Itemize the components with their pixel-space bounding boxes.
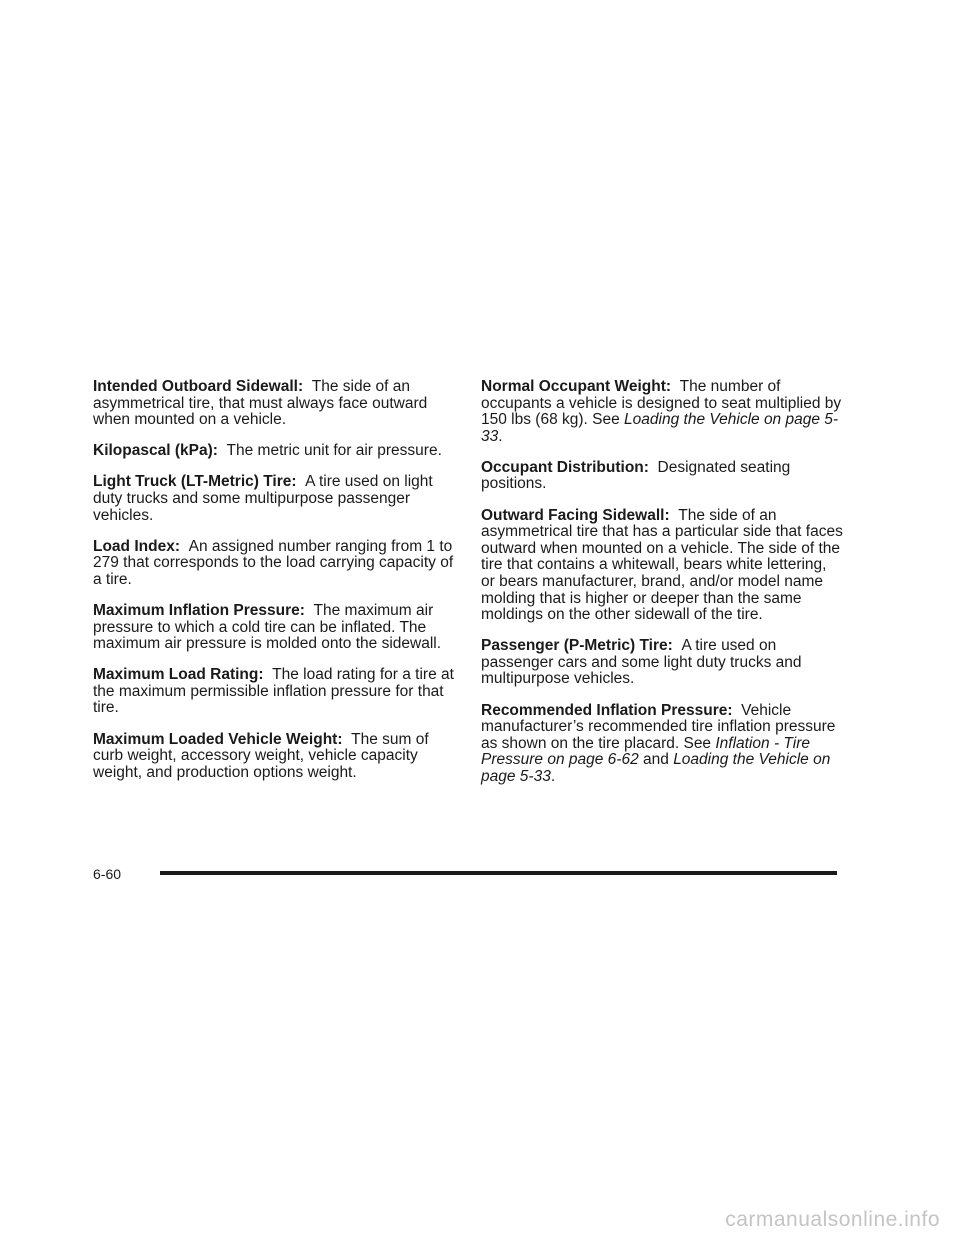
glossary-term: Kilopascal (kPa): bbox=[93, 442, 218, 460]
glossary-definition: An assigned number ranging from 1 to 279 that corresponds to the load carrying capacity of a tire. bbox=[93, 537, 454, 588]
glossary-entry-light-truck-tire bbox=[93, 474, 455, 524]
glossary-entry-kilopascal bbox=[93, 443, 455, 460]
glossary-entry-maximum-loaded-vehicle-weight bbox=[93, 732, 455, 782]
glossary-entry-normal-occupant-weight bbox=[481, 379, 843, 445]
glossary-punctuation: . bbox=[550, 767, 556, 785]
glossary-term: Passenger (P-Metric) Tire: bbox=[481, 637, 673, 655]
cross-reference-link[interactable]: Loading the Vehicle on page 5-33 bbox=[481, 751, 831, 785]
glossary-punctuation: . bbox=[498, 427, 503, 445]
glossary-entry-maximum-inflation-pressure bbox=[93, 603, 455, 653]
glossary-term: Load Index: bbox=[93, 537, 180, 555]
left-column bbox=[93, 379, 455, 796]
page-number: 6-60 bbox=[93, 866, 122, 882]
glossary-entry-occupant-distribution bbox=[481, 460, 843, 493]
glossary-definition: The metric unit for air pressure. bbox=[226, 442, 442, 460]
glossary-definition: The load rating for a tire at the maximum permissible inflation pressure for that tire. bbox=[93, 666, 454, 717]
glossary-term: Maximum Inflation Pressure: bbox=[93, 601, 305, 619]
glossary-definition: The sum of curb weight, accessory weight, vehicle capacity weight, and production options weight. bbox=[93, 730, 429, 781]
glossary-conjunction: and bbox=[643, 751, 669, 769]
glossary-entry-recommended-inflation-pressure bbox=[481, 703, 843, 786]
glossary-definition: The maximum air pressure to which a cold tire can be inflated. The maximum air pressure is molded onto the sidewall. bbox=[93, 601, 442, 653]
glossary-term: Maximum Loaded Vehicle Weight: bbox=[93, 730, 343, 748]
glossary-term: Intended Outboard Sidewall: bbox=[93, 378, 304, 395]
watermark: carmanualsonline.info bbox=[725, 1208, 940, 1231]
glossary-definition: A tire used on passenger cars and some light duty trucks and multipurpose vehicles. bbox=[481, 637, 802, 688]
glossary-entry-outward-facing-sidewall bbox=[481, 508, 843, 624]
glossary-term: Occupant Distribution: bbox=[481, 458, 649, 476]
glossary-term: Outward Facing Sidewall: bbox=[481, 506, 670, 524]
glossary-term: Maximum Load Rating: bbox=[93, 666, 264, 684]
cross-reference-link[interactable]: Inflation - Tire Pressure on page 6-62 bbox=[481, 734, 810, 769]
glossary-definition: Designated seating positions. bbox=[481, 458, 791, 493]
glossary-term: Light Truck (LT-Metric) Tire: bbox=[93, 473, 297, 491]
glossary-definition: Vehicle manufacturer’s recommended tire inflation pressure as shown on the tire placard. See bbox=[481, 701, 836, 752]
right-column bbox=[481, 379, 843, 800]
glossary-definition: The side of an asymmetrical tire that has a particular side that faces outward when mounted on a vehicle. The side of the tire that contains a whitewall, bears white lettering, or bears manufacturer, brand, and/or model name molding that is higher or deeper than the same moldings on the other sidewall of the tire. bbox=[481, 506, 843, 624]
cross-reference-link[interactable]: Loading the Vehicle on page 5-33 bbox=[481, 411, 839, 445]
glossary-entry-passenger-tire bbox=[481, 638, 843, 688]
glossary-definition: The number of occupants a vehicle is designed to seat multiplied by 150 lbs (68 kg). See bbox=[481, 378, 842, 429]
footer-rule bbox=[160, 871, 837, 875]
glossary-definition: The side of an asymmetrical tire, that must always face outward when mounted on a vehicle. bbox=[93, 378, 428, 429]
glossary-entry-load-index bbox=[93, 539, 455, 589]
glossary-term: Normal Occupant Weight: bbox=[481, 378, 672, 395]
glossary-entry-maximum-load-rating bbox=[93, 667, 455, 717]
glossary-term: Recommended Inflation Pressure: bbox=[481, 701, 733, 719]
glossary-definition: A tire used on light duty trucks and some multipurpose passenger vehicles. bbox=[93, 473, 433, 524]
glossary-entry-intended-outboard-sidewall bbox=[93, 379, 455, 429]
